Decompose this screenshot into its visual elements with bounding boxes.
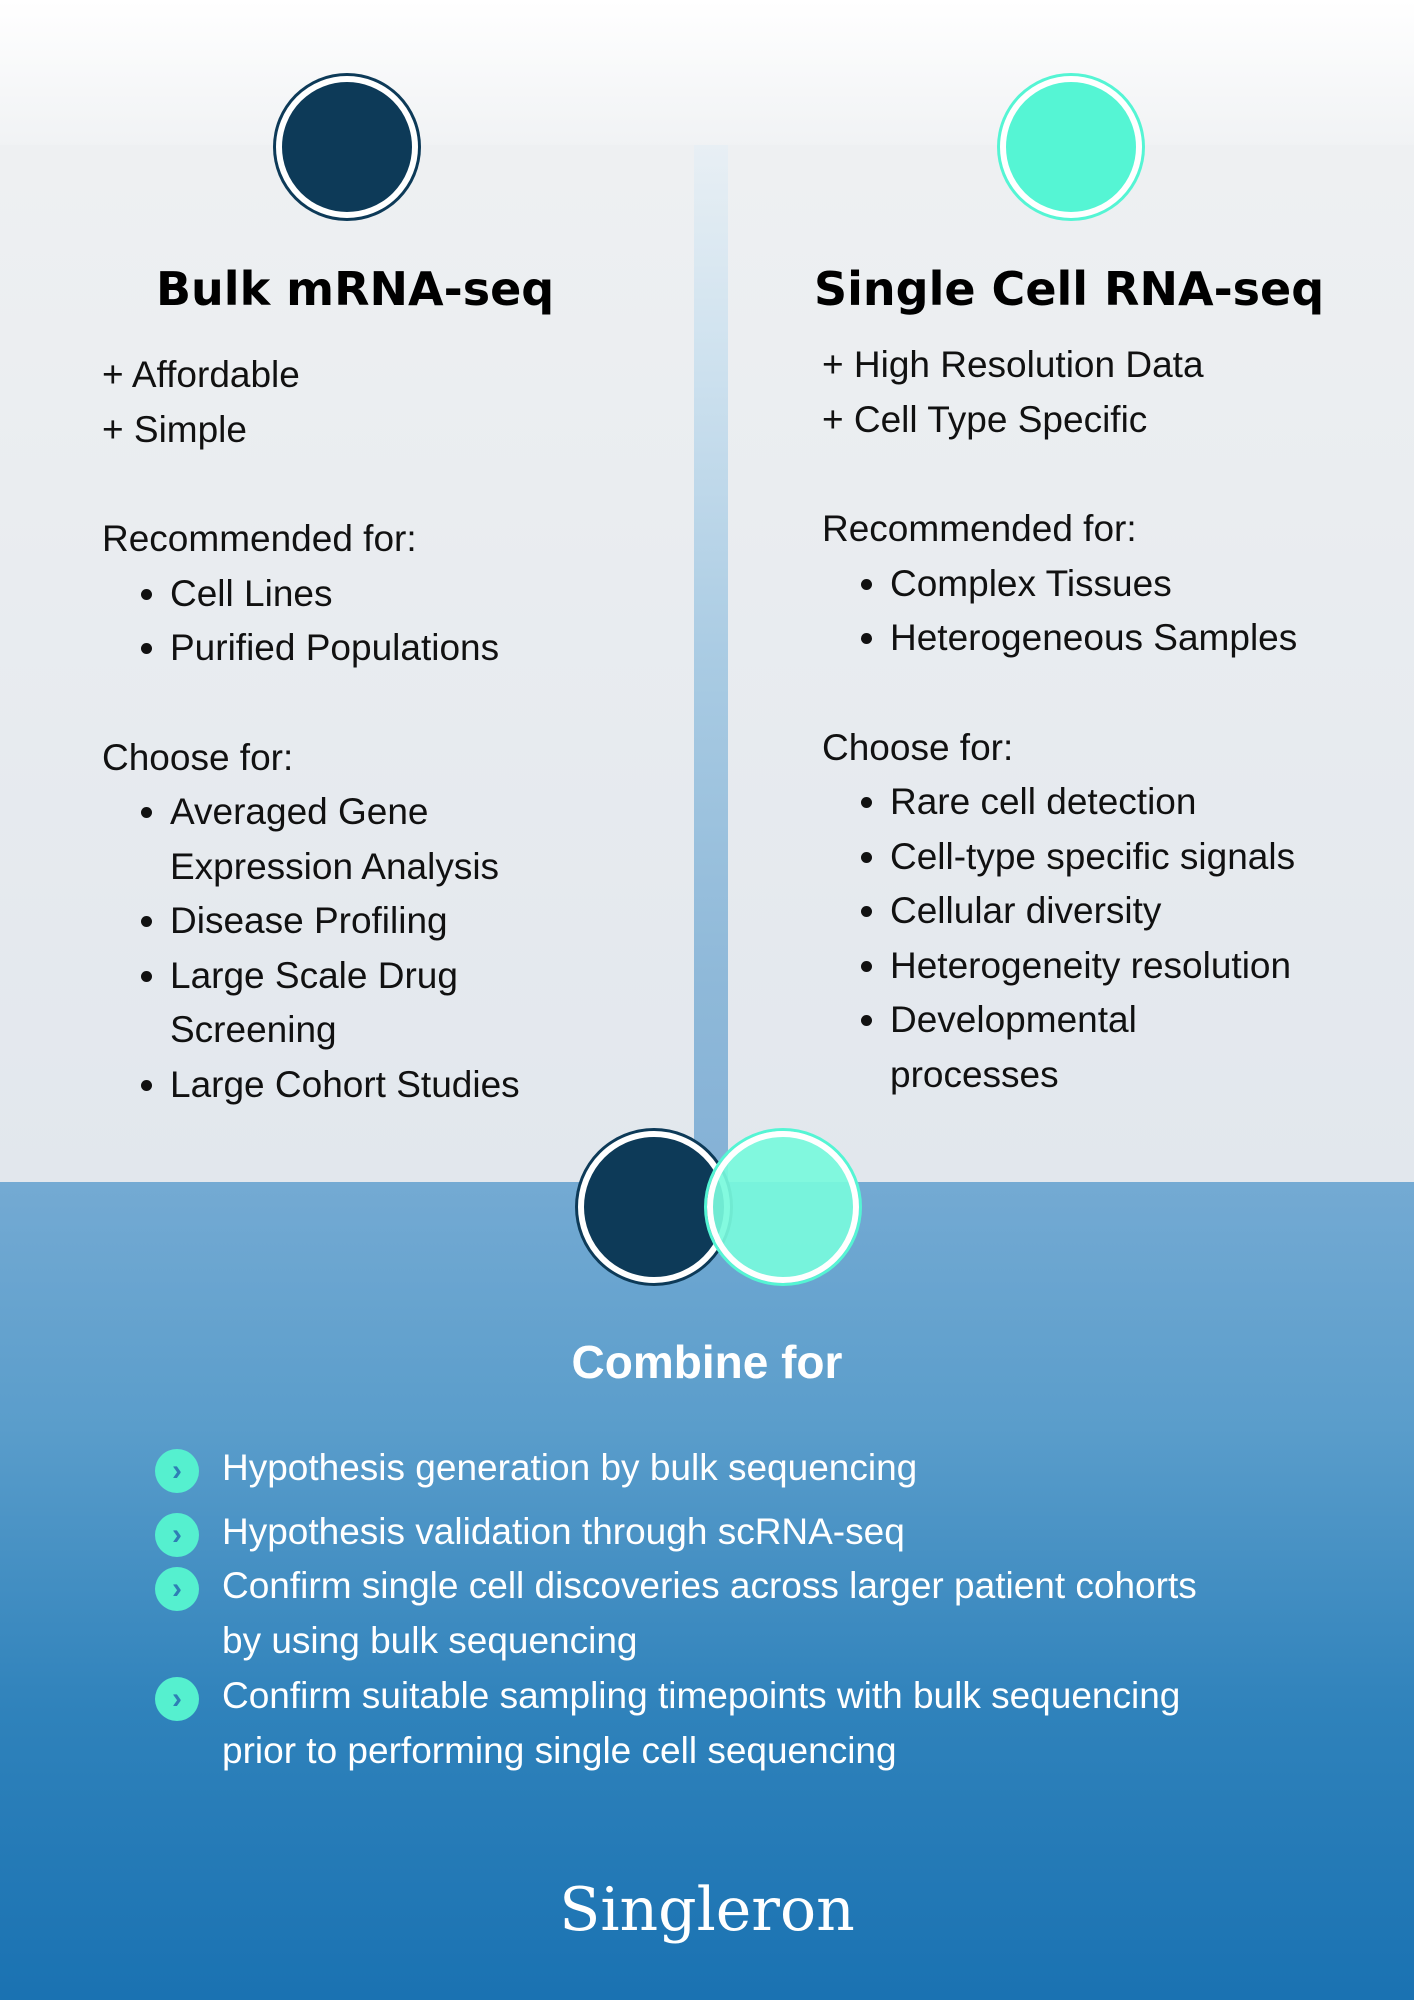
combine-item-label: Hypothesis generation by bulk sequencing [222,1447,918,1488]
single-pro-item: + Cell Type Specific [822,398,1148,440]
combine-item-label: Confirm suitable sampling timepoints with bulk sequencing prior to performing single cell sequencing [222,1675,1181,1771]
single-choose-list [822,775,1370,1102]
combined-mint-circle-icon [707,1131,859,1283]
bulk-circle-icon [276,76,418,218]
list-item: • Cell Lines [170,567,662,622]
combine-item-label: Confirm single cell discoveries across larger patient cohorts by using bulk sequencing [222,1565,1197,1661]
single-choose-label: Choose for: [822,726,1014,768]
chevron-right-icon: › [155,1449,199,1493]
list-item: • Developmental processes [890,993,1190,1102]
list-item: • Large Cohort Studies [170,1058,590,1113]
bulk-pro-item: + Affordable [102,354,300,395]
bulk-recommended-label: Recommended for: [102,518,417,559]
top-fade-background [0,0,1414,150]
single-recommended-list [822,557,1382,666]
single-pro-item: + High Resolution Data [822,344,1204,385]
bulk-choose-list [102,785,590,1112]
list-item: • Cell-type specific signals [890,830,1370,885]
list-item: • Cellular diversity [890,884,1370,939]
list-item: • Averaged Gene Expression Analysis [170,785,590,894]
chevron-right-icon: › [155,1567,199,1611]
list-item: • Heterogeneity resolution [890,939,1370,994]
single-cell-circle-icon [1000,76,1142,218]
bulk-heading: Bulk mRNA-seq [156,262,555,316]
list-item: • Heterogeneous Samples [890,611,1382,666]
combine-heading: Combine for [571,1336,843,1388]
bulk-pro-item: + Simple [102,408,247,450]
chevron-right-icon: › [155,1513,199,1557]
list-item: • Large Scale Drug Screening [170,949,590,1058]
list-item: • Rare cell detection [890,775,1370,830]
list-item: • Complex Tissues [890,557,1382,612]
single-cell-details [822,338,1382,1102]
chevron-right-icon: › [155,1677,199,1721]
bulk-choose-label: Choose for: [102,736,294,778]
center-divider [694,145,728,1182]
combine-item-label: Hypothesis validation through scRNA-seq [222,1511,905,1552]
bulk-recommended-list [102,567,662,676]
list-item: • Purified Populations [170,621,662,676]
single-cell-heading: Single Cell RNA-seq [814,262,1325,316]
bulk-details [102,348,662,1112]
single-recommended-label: Recommended for: [822,508,1137,549]
list-item: • Disease Profiling [170,894,590,949]
singleron-logo: Singleron [559,1875,855,1945]
